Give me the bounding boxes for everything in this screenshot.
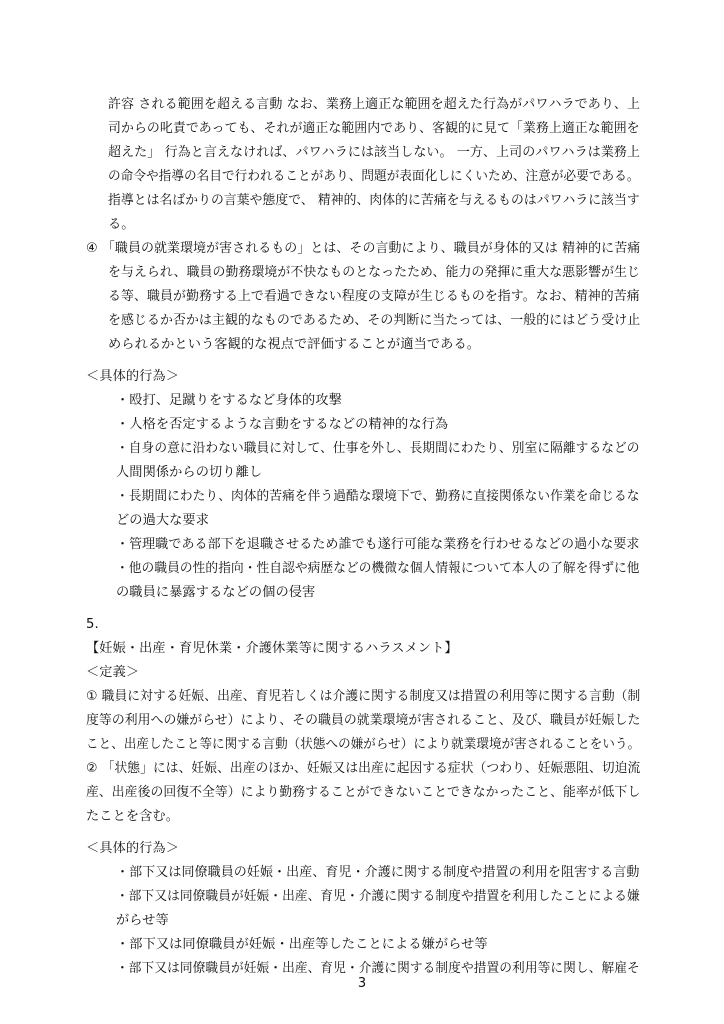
list-item-continuation: どの過大な要求 bbox=[116, 513, 210, 528]
definition-heading: ＜定義＞ bbox=[86, 665, 140, 680]
section-heading: ＜具体的行為＞ bbox=[86, 841, 180, 856]
text-line: を感じるか否かは主観的なものであるため、その判断に当たっては、一般的にはどう受け止 bbox=[108, 313, 641, 328]
list-item: ・他の職員の性的指向・性自認や病歴などの機微な個人情報について本人の了解を得ずに他 bbox=[116, 561, 640, 576]
list-item: ・殴打、足蹴りをするなど身体的攻撃 bbox=[116, 393, 342, 408]
section-heading: ＜具体的行為＞ bbox=[86, 369, 180, 384]
text-line: 度等の利用への嫌がらせ）により、その職員の就業環境が害されること、及び、職員が妊娠した bbox=[86, 713, 641, 728]
list-item: ・部下又は同僚職員が妊娠・出産等したことによる嫌がらせ等 bbox=[116, 937, 488, 952]
list-item: ・管理職である部下を退職させるため誰でも遂行可能な業務を行わせるなどの過小な要求 bbox=[116, 537, 640, 552]
list-item: ・部下又は同僚職員が妊娠・出産、育児・介護に関する制度や措置の利用等に関し、解雇そ bbox=[116, 961, 640, 976]
text-line: められるかという客観的な視点で評価することが適当である。 bbox=[108, 337, 481, 352]
text-line: たことを含む。 bbox=[86, 809, 180, 824]
list-item: ・自身の意に沿わない職員に対して、仕事を外し、長期間にわたり、別室に隔離するなどの bbox=[116, 441, 640, 456]
list-item: ・部下又は同僚職員が妊娠・出産、育児・介護に関する制度や措置を利用したことによる嫌 bbox=[116, 889, 640, 904]
text-line: こと、出産したこと等に関する言動（状態への嫌がらせ）により就業環境が害されることをいう。 bbox=[86, 737, 641, 752]
text-line: ④ 「職員の就業環境が害されるもの」とは、その言動により、職員が身体的又は 精神的に苦痛 bbox=[86, 241, 641, 256]
page-number: 3 bbox=[357, 976, 367, 991]
text-line: 産、出産後の回復不全等）により勤務することができないことできなかったこと、能率が低下し bbox=[86, 785, 641, 800]
text-line: を与えられ、職員の勤務環境が不快なものとなったため、能力の発揮に重大な悪影響が生じ bbox=[108, 265, 641, 280]
text-line: る等、職員が勤務する上で看過できない程度の支障が生じるものを指す。なお、精神的苦痛 bbox=[108, 289, 640, 304]
text-line: の命令や指導の名目で行われることがあり、問題が表面化しにくいため、注意が必要である。 bbox=[108, 169, 640, 184]
list-item: ・長期間にわたり、肉体的苦痛を伴う過酷な環境下で、勤務に直接関係ない作業を命じるな bbox=[116, 489, 640, 504]
text-line: ① 職員に対する妊娠、出産、育児若しくは介護に関する制度又は措置の利用等に関する言動（制 bbox=[86, 689, 641, 704]
text-line: 指導とは名ばかりの言葉や態度で、 精神的、肉体的に苦痛を与えるものはパワハラに該当す bbox=[108, 193, 640, 208]
list-item-continuation: 人間関係からの切り離し bbox=[116, 465, 263, 480]
list-item-continuation: がらせ等 bbox=[116, 913, 169, 928]
text-line: る。 bbox=[108, 217, 135, 232]
section-number: 5. bbox=[86, 617, 99, 632]
text-line: 超えた」 行為と言えなければ、パワハラには該当しない。 一方、上司のパワハラは業務上 bbox=[108, 145, 641, 160]
text-line: ② 「状態」には、妊娠、出産のほか、妊娠又は出産に起因する症状（つわり、妊娠悪阻、切迫流 bbox=[86, 761, 641, 776]
text-line: 許容 される範囲を超える言動 なお、業務上適正な範囲を超えた行為がパワハラであり、上 bbox=[108, 97, 641, 112]
list-item: ・人格を否定するような言動をするなどの精神的な行為 bbox=[116, 417, 449, 432]
text-line: 司からの叱責であっても、それが適正な範囲内であり、客観的に見て「業務上適正な範囲を bbox=[108, 121, 640, 136]
list-item: ・部下又は同僚職員の妊娠・出産、育児・介護に関する制度や措置の利用を阻害する言動 bbox=[116, 865, 640, 880]
section-title: 【妊娠・出産・育児休業・介護休業等に関するハラスメント】 bbox=[86, 641, 458, 656]
list-item-continuation: の職員に暴露するなどの個の侵害 bbox=[116, 585, 316, 600]
